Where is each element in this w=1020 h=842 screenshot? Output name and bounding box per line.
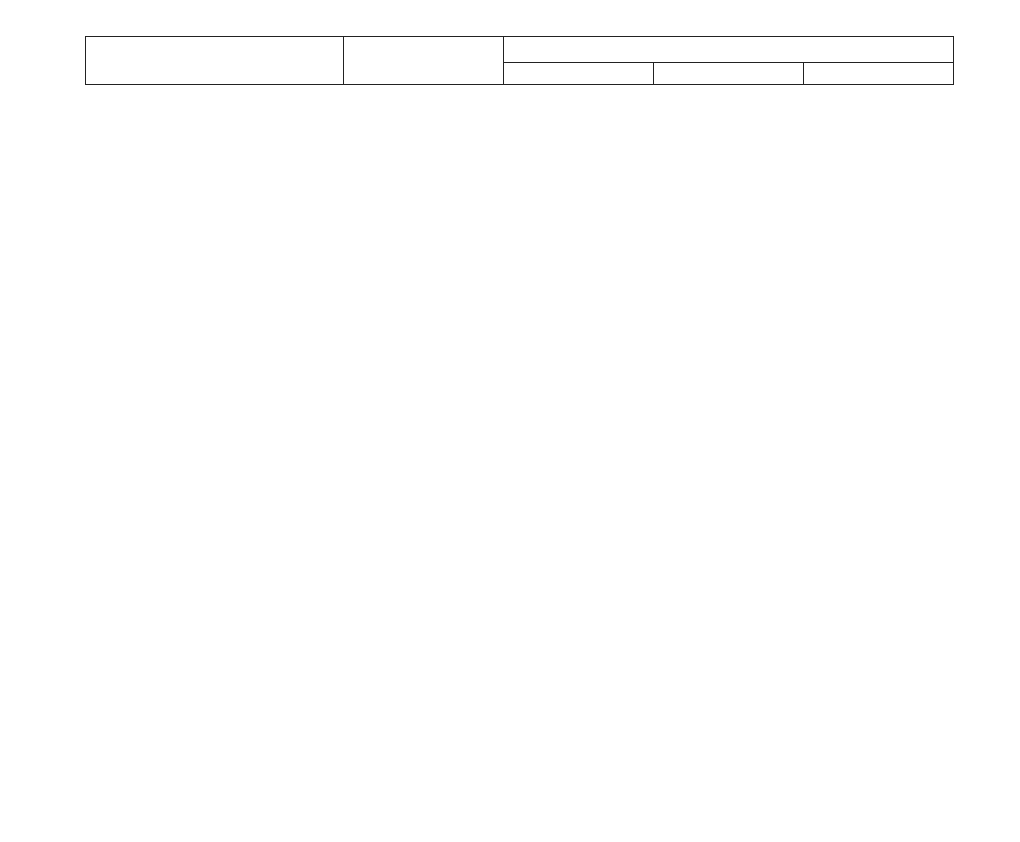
header-wavelength (504, 63, 654, 85)
header-wavelength (804, 63, 954, 85)
epr-table (85, 36, 954, 85)
header-angle (344, 37, 504, 85)
header-class (86, 37, 344, 85)
header-wavelength (654, 63, 804, 85)
table-header-row-1 (86, 37, 954, 63)
header-values-group (504, 37, 954, 63)
